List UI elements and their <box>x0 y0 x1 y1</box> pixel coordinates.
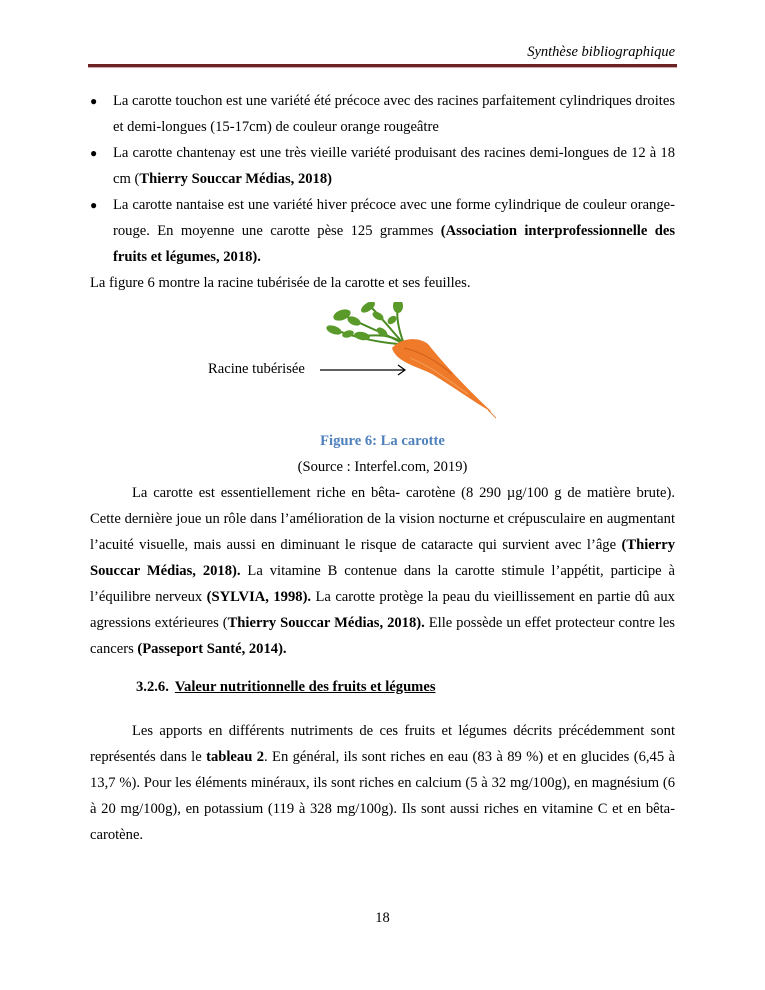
figure-intro: La figure 6 montre la racine tubérisée de la carotte et ses feuilles. <box>90 275 471 291</box>
carrot-paragraph: La carotte est essentiellement riche en bêta- carotène (8 290 µg/100 g de matière brute). Cette dernière joue un rôle dans l’amélioration de la vision nocturne et crépusculaire en augmentant l’acuité visuelle, mais aussi en diminuant le risque de cataracte qui survient avec l’âge (Thierry Souccar Médias, 2018). La vitamine B contenue dans la carotte stimule l’appétit, participe à l’équilibre nerveux (SYLVIA, 1998). La carotte protège la peau du vieillissement en partie dû aux agressions extérieures (Thierry Souccar Médias, 2018). Elle possède un effet protecteur contre les cancers (Passeport Santé, 2014). <box>90 485 675 657</box>
section-number: 3.2.6. <box>136 679 169 695</box>
list-item: ● La carotte touchon est une variété été précoce avec des racines parfaitement cylindriques droites et demi-longues (15-17cm) de couleur orange rougeâtre <box>90 88 675 140</box>
list-item: ● La carotte chantenay est une très vieille variété produisant des racines demi-longues de 12 à 18 cm (Thierry Souccar Médias, 2018) <box>90 140 675 192</box>
figure-source: (Source : Interfel.com, 2019) <box>297 459 468 475</box>
bullet-icon: ● <box>90 146 98 160</box>
spacer <box>90 700 675 718</box>
figure-caption: Figure 6: La carotte <box>320 433 445 449</box>
pointer-arrow-icon <box>320 364 410 376</box>
nutrition-paragraph: Les apports en différents nutriments de ces fruits et légumes décrits précédemment sont représentés dans le tableau 2. En général, ils sont riches en eau (83 à 89 %) et en glucides (6,45 à 13,7 %). Pour les éléments minéraux, ils sont riches en calcium (5 à 32 mg/100g), en magnésium (6 à 20 mg/100g), en potassium (119 à 328 mg/100g). Ils sont aussi riches en vitamine C et en bêta-carotène. <box>90 723 675 843</box>
carrot-image <box>312 302 497 420</box>
running-header: Synthèse bibliographique <box>527 44 675 60</box>
carrot-leaflets <box>325 302 403 341</box>
figure-label: Racine tubérisée <box>208 361 305 377</box>
section-title: Valeur nutritionnelle des fruits et légumes <box>174 679 436 695</box>
page-content <box>90 88 675 848</box>
carrot-tip <box>488 410 496 418</box>
page-number: 18 <box>375 910 390 926</box>
header-rule <box>88 64 677 68</box>
figure-6 <box>90 302 675 420</box>
section-heading <box>136 674 675 700</box>
variety-list <box>90 88 675 270</box>
bullet-icon: ● <box>90 198 98 212</box>
bullet-icon: ● <box>90 94 98 108</box>
list-item: ● La carotte nantaise est une variété hiver précoce avec une forme cylindrique de couleur orange-rouge. En moyenne une carotte pèse 125 grammes (Association interprofessionnelle des fruits et légumes, 2018). <box>90 192 675 270</box>
